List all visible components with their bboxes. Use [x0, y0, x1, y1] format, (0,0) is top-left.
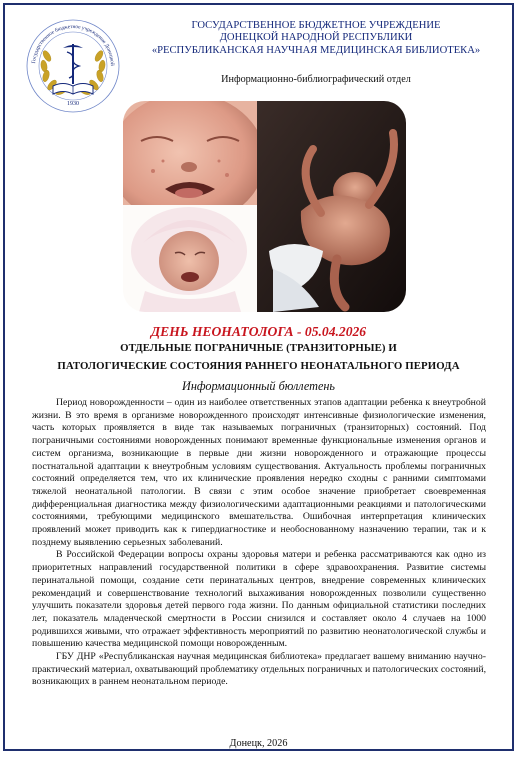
newborn-held-photo [257, 101, 406, 312]
department-name: Информационно-библиографический отдел [221, 74, 411, 85]
newborn-photo-collage [123, 101, 406, 312]
subtitle-line-1: ОТДЕЛЬНЫЕ ПОГРАНИЧНЫЕ (ТРАНЗИТОРНЫЕ) И [120, 342, 397, 354]
header-line-1: ГОСУДАРСТВЕННОЕ БЮДЖЕТНОЕ УЧРЕЖДЕНИЕ [191, 20, 441, 31]
paragraph-2: В Российской Федерации вопросы охраны здоровья матери и ребенка рассматриваются как одно из приоритетных направлений государственной политики в сфере здравоохранения. Развитие системы перинатальной помощи, создание сети перинатальных центров, внедрение современных клинических рекомендаций и совершенствование технологий выхаживания новорожденных позволили существенно улучшить показатели здоровья детей первого года жизни. По данным официальной статистики последних лет, показатель младенческой смертности в России снизился и составляет около 4 случаев на 1000 родившихся живыми, что отражает эффективность мероприятий по развитию неонатологической службы и повышению качества медицинской помощи новорожденным. [32, 549, 486, 650]
event-title: ДЕНЬ НЕОНАТОЛОГА - 05.04.2026 [150, 324, 367, 339]
library-logo [17, 14, 129, 118]
subtitle-line-2: ПАТОЛОГИЧЕСКИЕ СОСТОЯНИЯ РАННЕГО НЕОНАТАЛЬНОГО ПЕРИОДА [57, 360, 460, 372]
body-text [32, 397, 486, 689]
footer-place-year: Донецк, 2026 [229, 738, 288, 749]
bulletin-label: Информационный бюллетень [182, 379, 335, 393]
header-line-2: ДОНЕЦКОЙ НАРОДНОЙ РЕСПУБЛИКИ [219, 32, 413, 43]
bulletin-page [3, 3, 514, 751]
paragraph-1: Период новорожденности – один из наиболее ответственных этапов адаптации ребенка к внеутробной жизни. В это время в организме новорожденного происходят интенсивные физиологические изменения, часть которых проявляется в виде так называемых пограничных (транзиторных) состояний. Под пограничными состояниями новорожденных понимают временные функциональные изменения органов и систем организма, возникающие в первые дни жизни новорожденного и отражающие процессы постнатальной адаптации к внеутробным условиям существования. Актуальность проблемы пограничных состояний определяется тем, что их клинические проявления нередко сходны с ранними симптомами тяжелой неонатальной патологии. В связи с этим особое значение приобретает своевременная дифференциальная диагностика между физиологическими адаптационными реакциями и патологическими состояниями, требующими медицинского вмешательства. Ошибочная интерпретация клинических проявлений может приводить как к гипердиагностике и необоснованному назначению терапии, так и к позднему выявлению серьезных заболеваний. [32, 397, 486, 548]
logo-ring-text: Государственное бюджетное учреждение Донецкой [31, 23, 116, 66]
baby-in-hat-photo [123, 205, 261, 312]
paragraph-3: ГБУ ДНР «Республиканская научная медицинская библиотека» предлагает вашему вниманию научно-практический материал, охватывающий проблематику отдельных пограничных и патологических состояний, возникающих в раннем неонатальном периоде. [32, 651, 487, 688]
header-line-3: «РЕСПУБЛИКАНСКАЯ НАУЧНАЯ МЕДИЦИНСКАЯ БИБЛИОТЕКА» [151, 44, 481, 56]
logo-year: 1930 [67, 101, 79, 107]
